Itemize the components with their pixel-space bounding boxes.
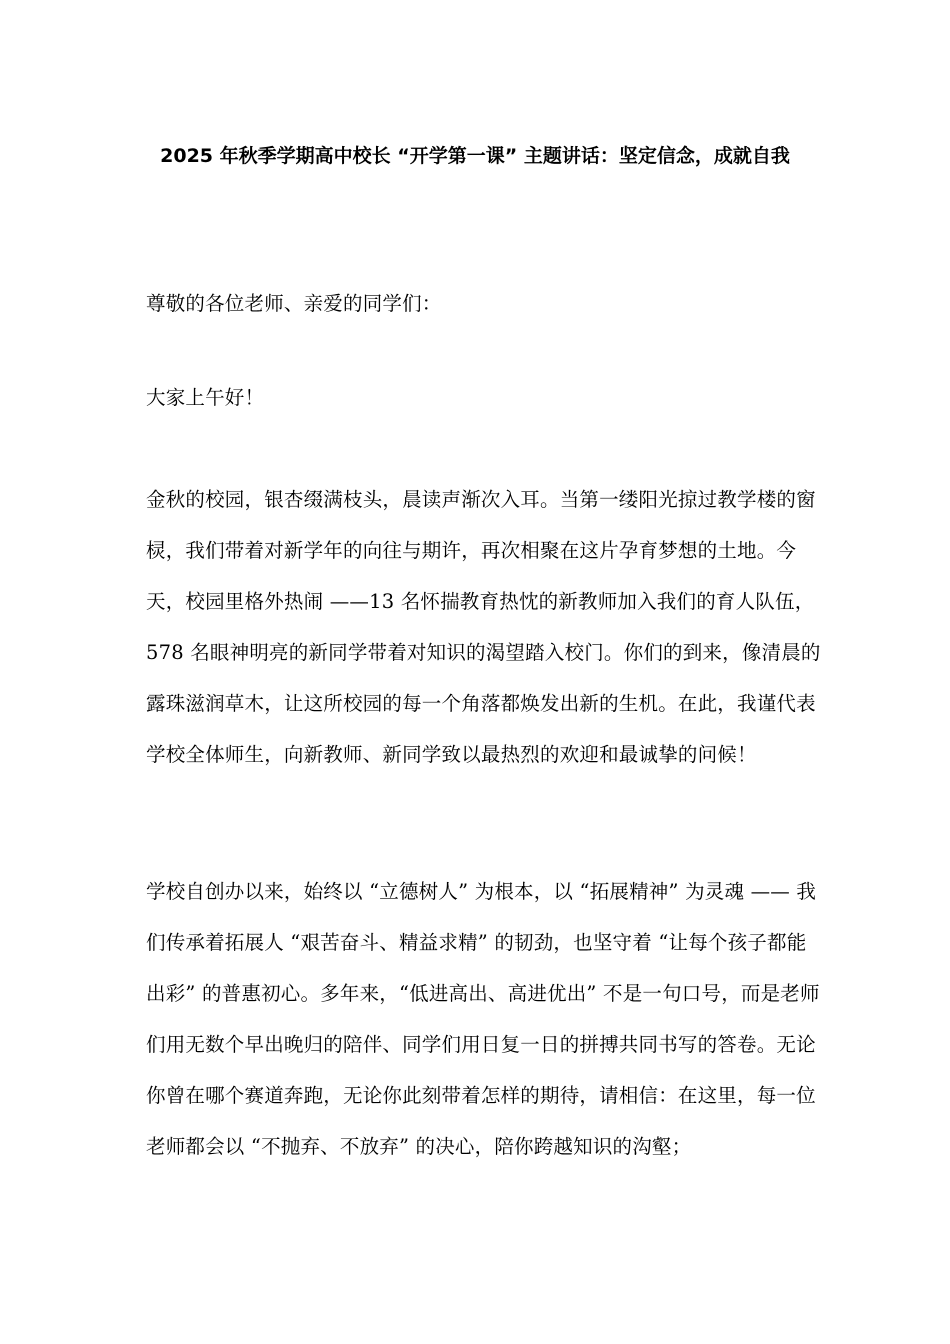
paragraph-welcome: 金秋的校园，银杏缀满枝头，晨读声渐次入耳。当第一缕阳光掠过教学楼的窗棂，我们带着对新学年的向往与期许，再次相聚在这片孕育梦想的土地。今天，校园里格外热闹 ——13 名怀揣教育热忱的新教师加入我们的育人队伍，578 名眼神明亮的新同学带着对知识的渴望踏入校门。你们的到来，像清晨的露珠滋润草木，让这所校园的每一个角落都焕发出新的生机。在此，我谨代表学校全体师生，向新教师、新同学致以最热烈的欢迎和最诚挚的问候！ [146,488,821,766]
greeting-line: 大家上午好！ [146,386,265,409]
document-title: 2025 年秋季学期高中校长 “开学第一课” 主题讲话：坚定信念，成就自我 [160,145,790,167]
salutation-line: 尊敬的各位老师、亲爱的同学们： [146,292,442,315]
paragraph-school-history: 学校自创办以来，始终以 “立德树人” 为根本，以 “拓展精神” 为灵魂 —— 我们传承着拓展人 “艰苦奋斗、精益求精” 的韧劲，也坚守着 “让每个孩子都能出彩” 的普惠初心。多年来，“低进高出、高进优出” 不是一句口号，而是老师们用无数个早出晚归的陪伴、同学们用日复一日的拼搏共同书写的答卷。无论你曾在哪个赛道奔跑，无论你此刻带着怎样的期待，请相信：在这里，每一位老师都会以 “不抛弃、不放弃” 的决心，陪你跨越知识的沟壑； [146,880,820,1158]
